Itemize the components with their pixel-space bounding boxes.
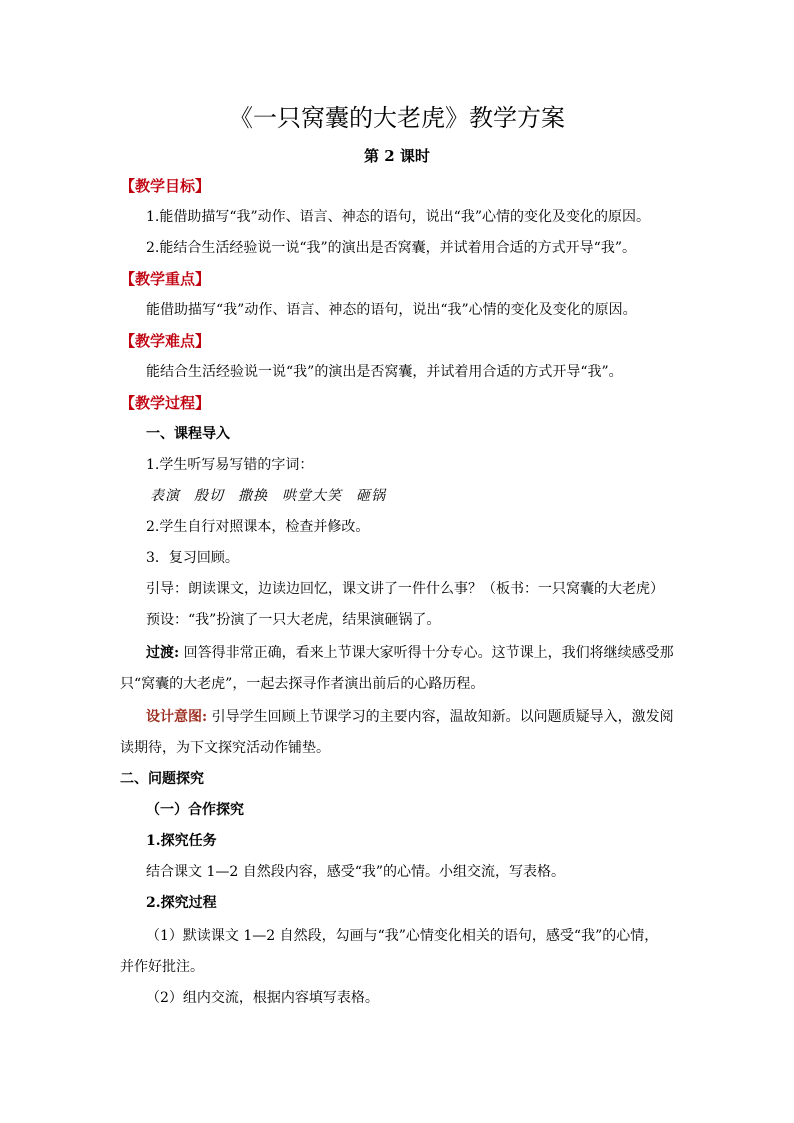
dictation-words: [150, 485, 400, 507]
design-paragraph-line2: 读期待，为下文探究活动作铺垫。: [120, 740, 330, 756]
guide-text: 引导：朗读课文，边读边回忆，课文讲了一件什么事？（板书：一只窝囊的大老虎）: [146, 581, 664, 597]
difficulties-heading: 【教学难点】: [120, 332, 211, 350]
step3-text: 3．复习回顾。: [146, 550, 239, 566]
key-points-text: 能借助描写“我”动作、语言、神态的语句，说出“我”心情的变化及变化的原因。: [146, 302, 637, 318]
dictation-word: 撒换: [238, 488, 268, 504]
transition-text: 回答得非常正确，看来上节课大家听得十分专心。这节课上，我们将继续感受那: [179, 645, 674, 661]
goals-heading: 【教学目标】: [120, 177, 211, 195]
design-label: 设计意图:: [146, 709, 208, 725]
step2-text: 2.学生自行对照课本，检查并修改。: [146, 519, 370, 535]
dictation-word: 殷切: [194, 488, 224, 504]
transition-paragraph-line2: 只“窝囊的大老虎”，一起去探寻作者演出前后的心路历程。: [120, 676, 485, 692]
goal-item: 1.能借助描写“我”动作、语言、神态的语句，说出“我”心情的变化及变化的原因。: [146, 209, 650, 225]
section1-title: 一、课程导入: [146, 426, 230, 442]
document-title: 《一只窝囊的大老虎》教学方案: [229, 104, 565, 132]
task-text: 结合课文 1—2 自然段内容，感受“我”的心情。小组交流，写表格。: [146, 864, 566, 880]
process-heading: 【教学过程】: [120, 394, 211, 412]
process-step1-line1: （1）默读课文 1—2 自然段，勾画与“我”心情变化相关的语句，感受“我”的心情，: [146, 928, 659, 944]
transition-label: 过渡:: [146, 645, 180, 661]
section2-title: 二、问题探究: [120, 771, 204, 787]
preset-text: 预设：“我”扮演了一只大老虎，结果演砸锅了。: [146, 612, 441, 628]
process-step2: （2）组内交流，根据内容填写表格。: [146, 990, 379, 1006]
dictation-word: 砸锅: [356, 488, 386, 504]
step1-text: 1.学生听写易写错的字词：: [146, 457, 314, 473]
process-step1-line2: 并作好批注。: [120, 959, 204, 975]
cooperative-inquiry-title: （一）合作探究: [146, 802, 244, 818]
transition-paragraph-line1: [146, 642, 674, 664]
dictation-word: 表演: [150, 488, 180, 504]
design-paragraph-line1: [146, 706, 674, 728]
task-title: 1.探究任务: [146, 833, 217, 849]
process-title: 2.探究过程: [146, 895, 217, 911]
design-text: 引导学生回顾上节课学习的主要内容，温故知新。以问题质疑导入，激发阅: [207, 709, 674, 725]
dictation-word: 哄堂大笑: [282, 488, 342, 504]
lesson-period: 第 2 课时: [364, 147, 430, 165]
difficulties-text: 能结合生活经验说一说“我”的演出是否窝囊，并试着用合适的方式开导“我”。: [146, 364, 623, 380]
goal-item: 2.能结合生活经验说一说“我”的演出是否窝囊，并试着用合适的方式开导“我”。: [146, 240, 636, 256]
key-points-heading: 【教学重点】: [120, 270, 211, 288]
